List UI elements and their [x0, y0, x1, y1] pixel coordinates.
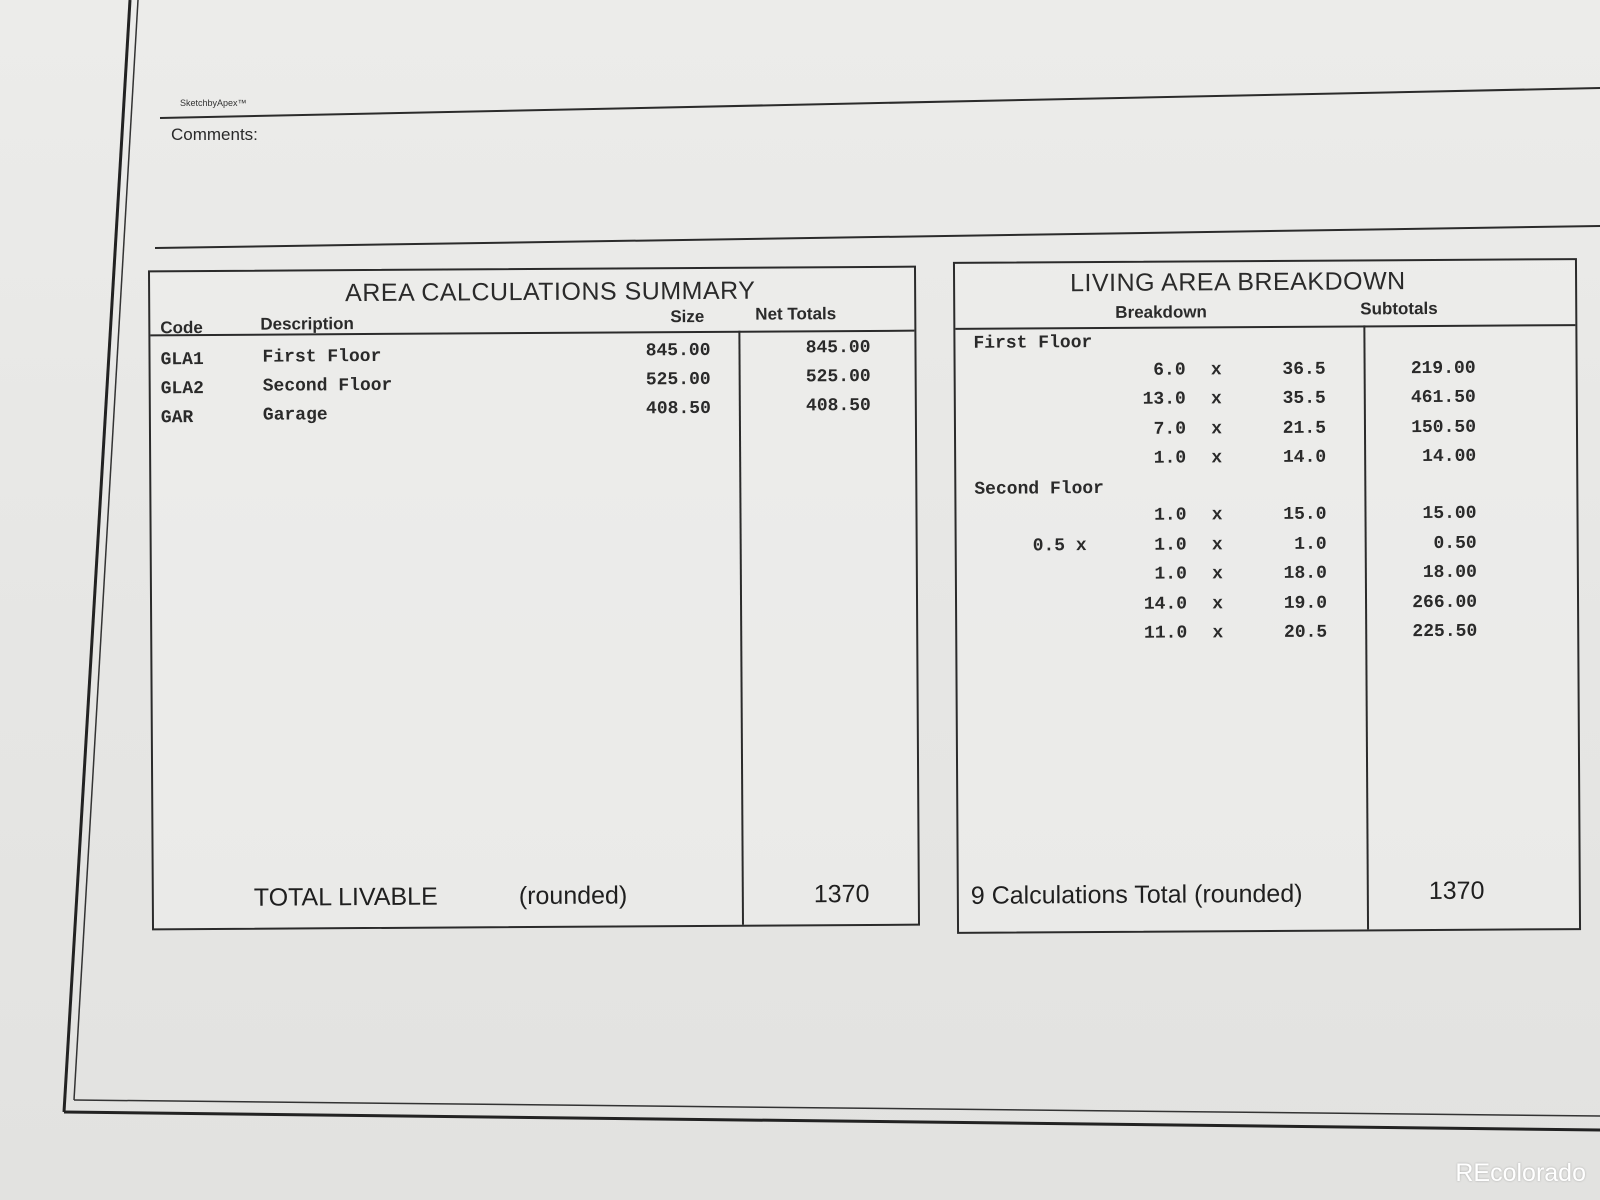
breakdown-dimension-b: 20.5 — [1283, 622, 1328, 643]
row-code-gla2: GLA2 — [160, 379, 204, 400]
living-breakdown-title: LIVING AREA BREAKDOWN — [1070, 267, 1406, 298]
breakdown-operator: x — [1211, 534, 1223, 555]
breakdown-prefix — [987, 565, 1087, 566]
sketch-credit: SketchbyApex™ — [180, 98, 247, 108]
breakdown-prefix — [986, 361, 1086, 362]
breakdown-prefix — [987, 624, 1087, 625]
area-calculations-summary — [148, 266, 920, 931]
breakdown-subtotal: 219.00 — [1410, 358, 1476, 379]
row-size-second-floor: 525.00 — [645, 369, 711, 391]
calculations-total-value: 1370 — [1428, 876, 1485, 906]
row-code-gla1: GLA1 — [160, 350, 204, 371]
area-summary-title: AREA CALCULATIONS SUMMARY — [345, 276, 756, 308]
breakdown-dimension-b: 15.0 — [1283, 504, 1327, 525]
breakdown-dimension-b: 14.0 — [1282, 447, 1327, 468]
breakdown-operator: x — [1211, 505, 1223, 526]
breakdown-prefix — [986, 420, 1086, 421]
breakdown-dimension-a: 1.0 — [1154, 534, 1187, 556]
row-description-garage: Garage — [262, 405, 328, 426]
breakdown-dimension-a: 14.0 — [1143, 593, 1188, 615]
breakdown-dimension-a: 13.0 — [1142, 389, 1186, 410]
breakdown-dimension-a: 11.0 — [1143, 623, 1188, 644]
breakdown-dimension-b: 35.5 — [1282, 388, 1326, 409]
column-header-breakdown: Breakdown — [1115, 302, 1207, 322]
breakdown-dimension-b: 36.5 — [1282, 359, 1326, 380]
watermark-logo: REcolorado — [1455, 1159, 1586, 1187]
comments-label: Comments: — [171, 125, 258, 144]
breakdown-subtotal: 266.00 — [1412, 592, 1478, 613]
row-net-total-second-floor: 525.00 — [805, 366, 871, 388]
header-divider — [955, 324, 1575, 330]
column-header-subtotals: Subtotals — [1360, 298, 1438, 319]
row-size-first-floor: 845.00 — [645, 340, 711, 362]
row-net-total-garage: 408.50 — [805, 395, 871, 417]
column-header-code: Code — [160, 318, 203, 338]
breakdown-subtotal: 225.50 — [1412, 621, 1478, 643]
column-header-net-totals: Net Totals — [755, 304, 837, 324]
breakdown-dimension-a: 1.0 — [1154, 505, 1187, 526]
column-header-size: Size — [670, 306, 705, 327]
breakdown-dimension-a: 1.0 — [1153, 448, 1187, 469]
breakdown-operator: x — [1211, 564, 1223, 585]
breakdown-dimension-b: 19.0 — [1283, 593, 1328, 614]
breakdown-subtotal: 15.00 — [1422, 503, 1477, 525]
breakdown-subtotal: 18.00 — [1422, 562, 1477, 584]
breakdown-dimension-b: 1.0 — [1294, 534, 1327, 555]
breakdown-operator: x — [1211, 448, 1223, 469]
breakdown-operator: x — [1212, 623, 1224, 644]
breakdown-subtotal: 14.00 — [1422, 446, 1477, 468]
calculations-total-label: 9 Calculations Total (rounded) — [970, 879, 1303, 910]
breakdown-subtotal: 0.50 — [1433, 533, 1477, 554]
breakdown-prefix — [986, 390, 1086, 391]
row-net-total-first-floor: 845.00 — [805, 337, 871, 359]
column-header-description: Description — [260, 314, 354, 334]
breakdown-dimension-b: 18.0 — [1283, 563, 1327, 584]
row-code-gar: GAR — [160, 408, 194, 429]
section-label: First Floor — [973, 333, 1093, 354]
breakdown-dimension-b: 21.5 — [1282, 418, 1327, 439]
breakdown-dimension-a: 7.0 — [1153, 418, 1187, 440]
breakdown-subtotal: 150.50 — [1411, 417, 1477, 438]
row-description-first-floor: First Floor — [262, 346, 382, 368]
breakdown-prefix — [986, 506, 1086, 507]
net-totals-divider — [738, 331, 744, 925]
living-area-breakdown — [953, 258, 1581, 934]
total-livable-value: 1370 — [813, 879, 870, 909]
breakdown-dimension-a: 6.0 — [1153, 359, 1186, 381]
breakdown-dimension-a: 1.0 — [1154, 564, 1187, 585]
total-livable-label: TOTAL LIVABLE — [253, 882, 438, 912]
breakdown-operator: x — [1211, 418, 1223, 439]
breakdown-subtotal: 461.50 — [1410, 387, 1476, 409]
breakdown-prefix: 0.5 x — [1032, 535, 1087, 556]
breakdown-operator: x — [1210, 389, 1222, 410]
breakdown-prefix — [987, 595, 1087, 596]
row-size-garage: 408.50 — [645, 398, 711, 420]
section-label: Second Floor — [974, 478, 1105, 500]
breakdown-operator: x — [1212, 593, 1224, 614]
row-description-second-floor: Second Floor — [262, 375, 393, 397]
total-livable-qualifier: (rounded) — [518, 881, 628, 911]
breakdown-operator: x — [1210, 359, 1222, 380]
breakdown-prefix — [986, 449, 1086, 450]
